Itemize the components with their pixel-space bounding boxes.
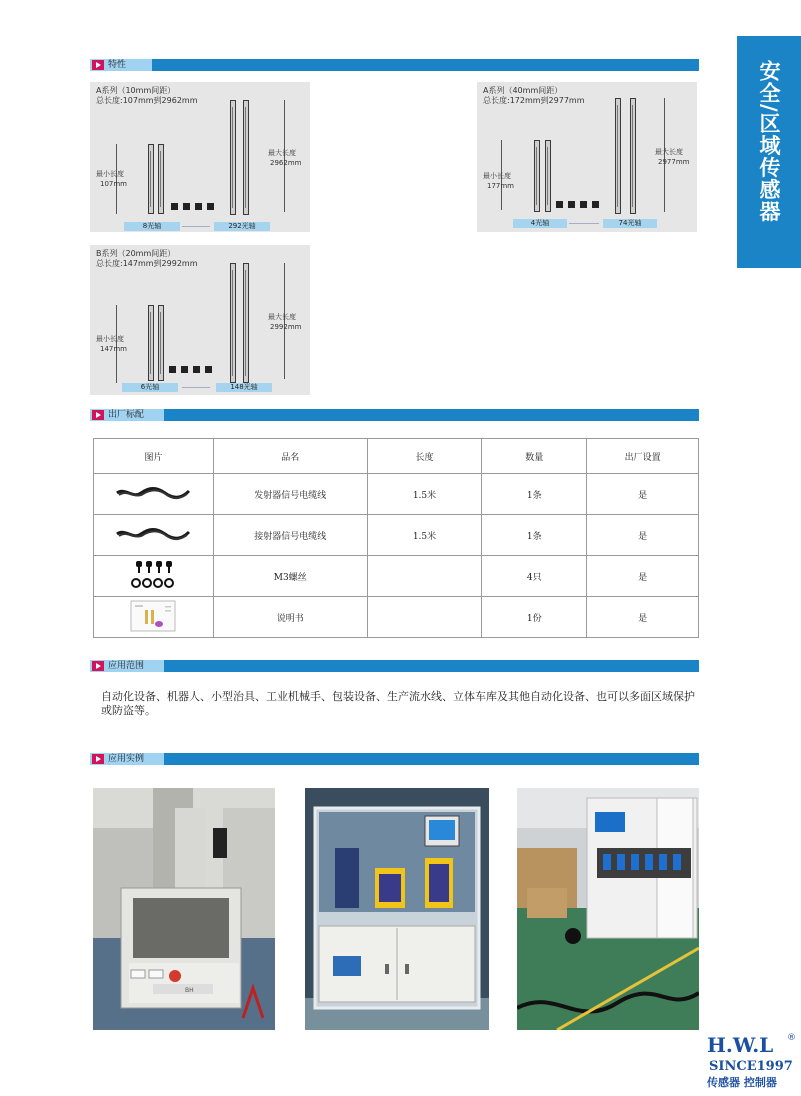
column-header: 品名 xyxy=(213,439,367,474)
light-curtain-bar xyxy=(243,263,249,383)
panel-a-series-10mm xyxy=(90,82,310,232)
cell-length xyxy=(367,597,482,638)
cell-qty: 4只 xyxy=(482,556,587,597)
application-description: 自动化设备、机器人、小型治具、工业机械手、包装设备、生产流水线、立体车库及其他自动化设备、也可以多面区域保护或防盗等。 xyxy=(101,690,695,717)
light-curtain-bar xyxy=(230,100,236,215)
panel-title: A系列（40mm间距） xyxy=(483,86,563,95)
min-length-value: 177mm xyxy=(487,182,514,190)
light-curtain-bar xyxy=(534,140,540,212)
section-features-header xyxy=(90,59,699,71)
cable-image xyxy=(94,515,214,556)
min-axes-chip: 4光轴 xyxy=(513,219,567,228)
cell-setting: 是 xyxy=(587,474,699,515)
cell-setting: 是 xyxy=(587,556,699,597)
max-length-value: 2977mm xyxy=(658,158,690,166)
section-application-header xyxy=(90,660,699,672)
min-axes-chip: 8光轴 xyxy=(124,222,180,231)
table-row xyxy=(94,515,699,556)
cell-name: 接射器信号电缆线 xyxy=(213,515,367,556)
cell-length: 1.5米 xyxy=(367,474,482,515)
cable-image xyxy=(94,474,214,515)
light-curtain-bar xyxy=(615,98,621,214)
manual-image xyxy=(94,597,214,638)
table-row xyxy=(94,474,699,515)
table-row xyxy=(94,556,699,597)
max-length-label: 最大长度 xyxy=(268,149,296,157)
panel-title: A系列（10mm间距） xyxy=(96,86,176,95)
cell-qty: 1条 xyxy=(482,515,587,556)
min-length-label: 最小长度 xyxy=(96,170,124,178)
column-header: 数量 xyxy=(482,439,587,474)
cell-setting: 是 xyxy=(587,515,699,556)
cell-length xyxy=(367,556,482,597)
panel-title: B系列（20mm间距） xyxy=(96,249,176,258)
machine-panel-label: BH xyxy=(185,987,194,994)
cell-qty: 1份 xyxy=(482,597,587,638)
section-title: 特性 xyxy=(108,60,127,70)
light-curtain-bar xyxy=(545,140,551,212)
category-title: 安全/区域传感器 xyxy=(757,60,781,223)
section-examples-header xyxy=(90,753,699,765)
registered-icon: ® xyxy=(787,1033,796,1043)
max-length-label: 最大长度 xyxy=(655,148,683,156)
section-title: 出厂标配 xyxy=(108,410,145,420)
panel-total-length: 总长度:107mm到2962mm xyxy=(96,96,198,105)
cell-length: 1.5米 xyxy=(367,515,482,556)
screws-image xyxy=(94,556,214,597)
panel-total-length: 总长度:172mm到2977mm xyxy=(483,96,585,105)
column-header: 长度 xyxy=(367,439,482,474)
standard-accessories-table xyxy=(93,438,699,638)
min-length-value: 147mm xyxy=(100,345,127,353)
table-header-row xyxy=(94,439,699,474)
example-photo-automation-cabinet xyxy=(305,788,489,1030)
cell-name: 说明书 xyxy=(213,597,367,638)
logo-tagline: 传感器 控制器 xyxy=(707,1076,777,1089)
example-photo-production-line xyxy=(517,788,699,1030)
panel-total-length: 总长度:147mm到2992mm xyxy=(96,259,198,268)
light-curtain-bar xyxy=(630,98,636,214)
logo-brand: H.W.L xyxy=(707,1033,774,1057)
max-length-label: 最大长度 xyxy=(268,313,296,321)
category-side-tab xyxy=(737,36,801,268)
panel-a-series-40mm xyxy=(477,82,697,232)
section-title: 应用实例 xyxy=(108,754,145,764)
min-axes-chip: 6光轴 xyxy=(122,383,178,392)
cell-qty: 1条 xyxy=(482,474,587,515)
max-axes-chip: 292光轴 xyxy=(214,222,270,231)
play-icon xyxy=(92,60,104,70)
play-icon xyxy=(92,661,104,671)
min-length-label: 最小长度 xyxy=(483,172,511,180)
section-standard-header xyxy=(90,409,699,421)
cell-name: 发射器信号电缆线 xyxy=(213,474,367,515)
light-curtain-bar xyxy=(148,305,154,381)
max-length-value: 2992mm xyxy=(270,323,302,331)
light-curtain-bar xyxy=(243,100,249,215)
light-curtain-bar xyxy=(148,144,154,214)
min-length-label: 最小长度 xyxy=(96,335,124,343)
light-curtain-bar xyxy=(158,144,164,214)
max-length-value: 2962mm xyxy=(270,159,302,167)
max-axes-chip: 148光轴 xyxy=(216,383,272,392)
max-axes-chip: 74光轴 xyxy=(603,219,657,228)
example-photo-desktop-machine xyxy=(93,788,275,1030)
min-length-value: 107mm xyxy=(100,180,127,188)
light-curtain-bar xyxy=(230,263,236,383)
column-header: 出厂设置 xyxy=(587,439,699,474)
light-curtain-bar xyxy=(158,305,164,381)
play-icon xyxy=(92,754,104,764)
column-header: 图片 xyxy=(94,439,214,474)
table-row xyxy=(94,597,699,638)
play-icon xyxy=(92,410,104,420)
cell-setting: 是 xyxy=(587,597,699,638)
cell-name: M3螺丝 xyxy=(213,556,367,597)
hwl-logo xyxy=(705,1030,801,1092)
section-title: 应用范围 xyxy=(108,661,145,671)
logo-since: SINCE1997 xyxy=(709,1059,793,1074)
panel-b-series-20mm xyxy=(90,245,310,395)
